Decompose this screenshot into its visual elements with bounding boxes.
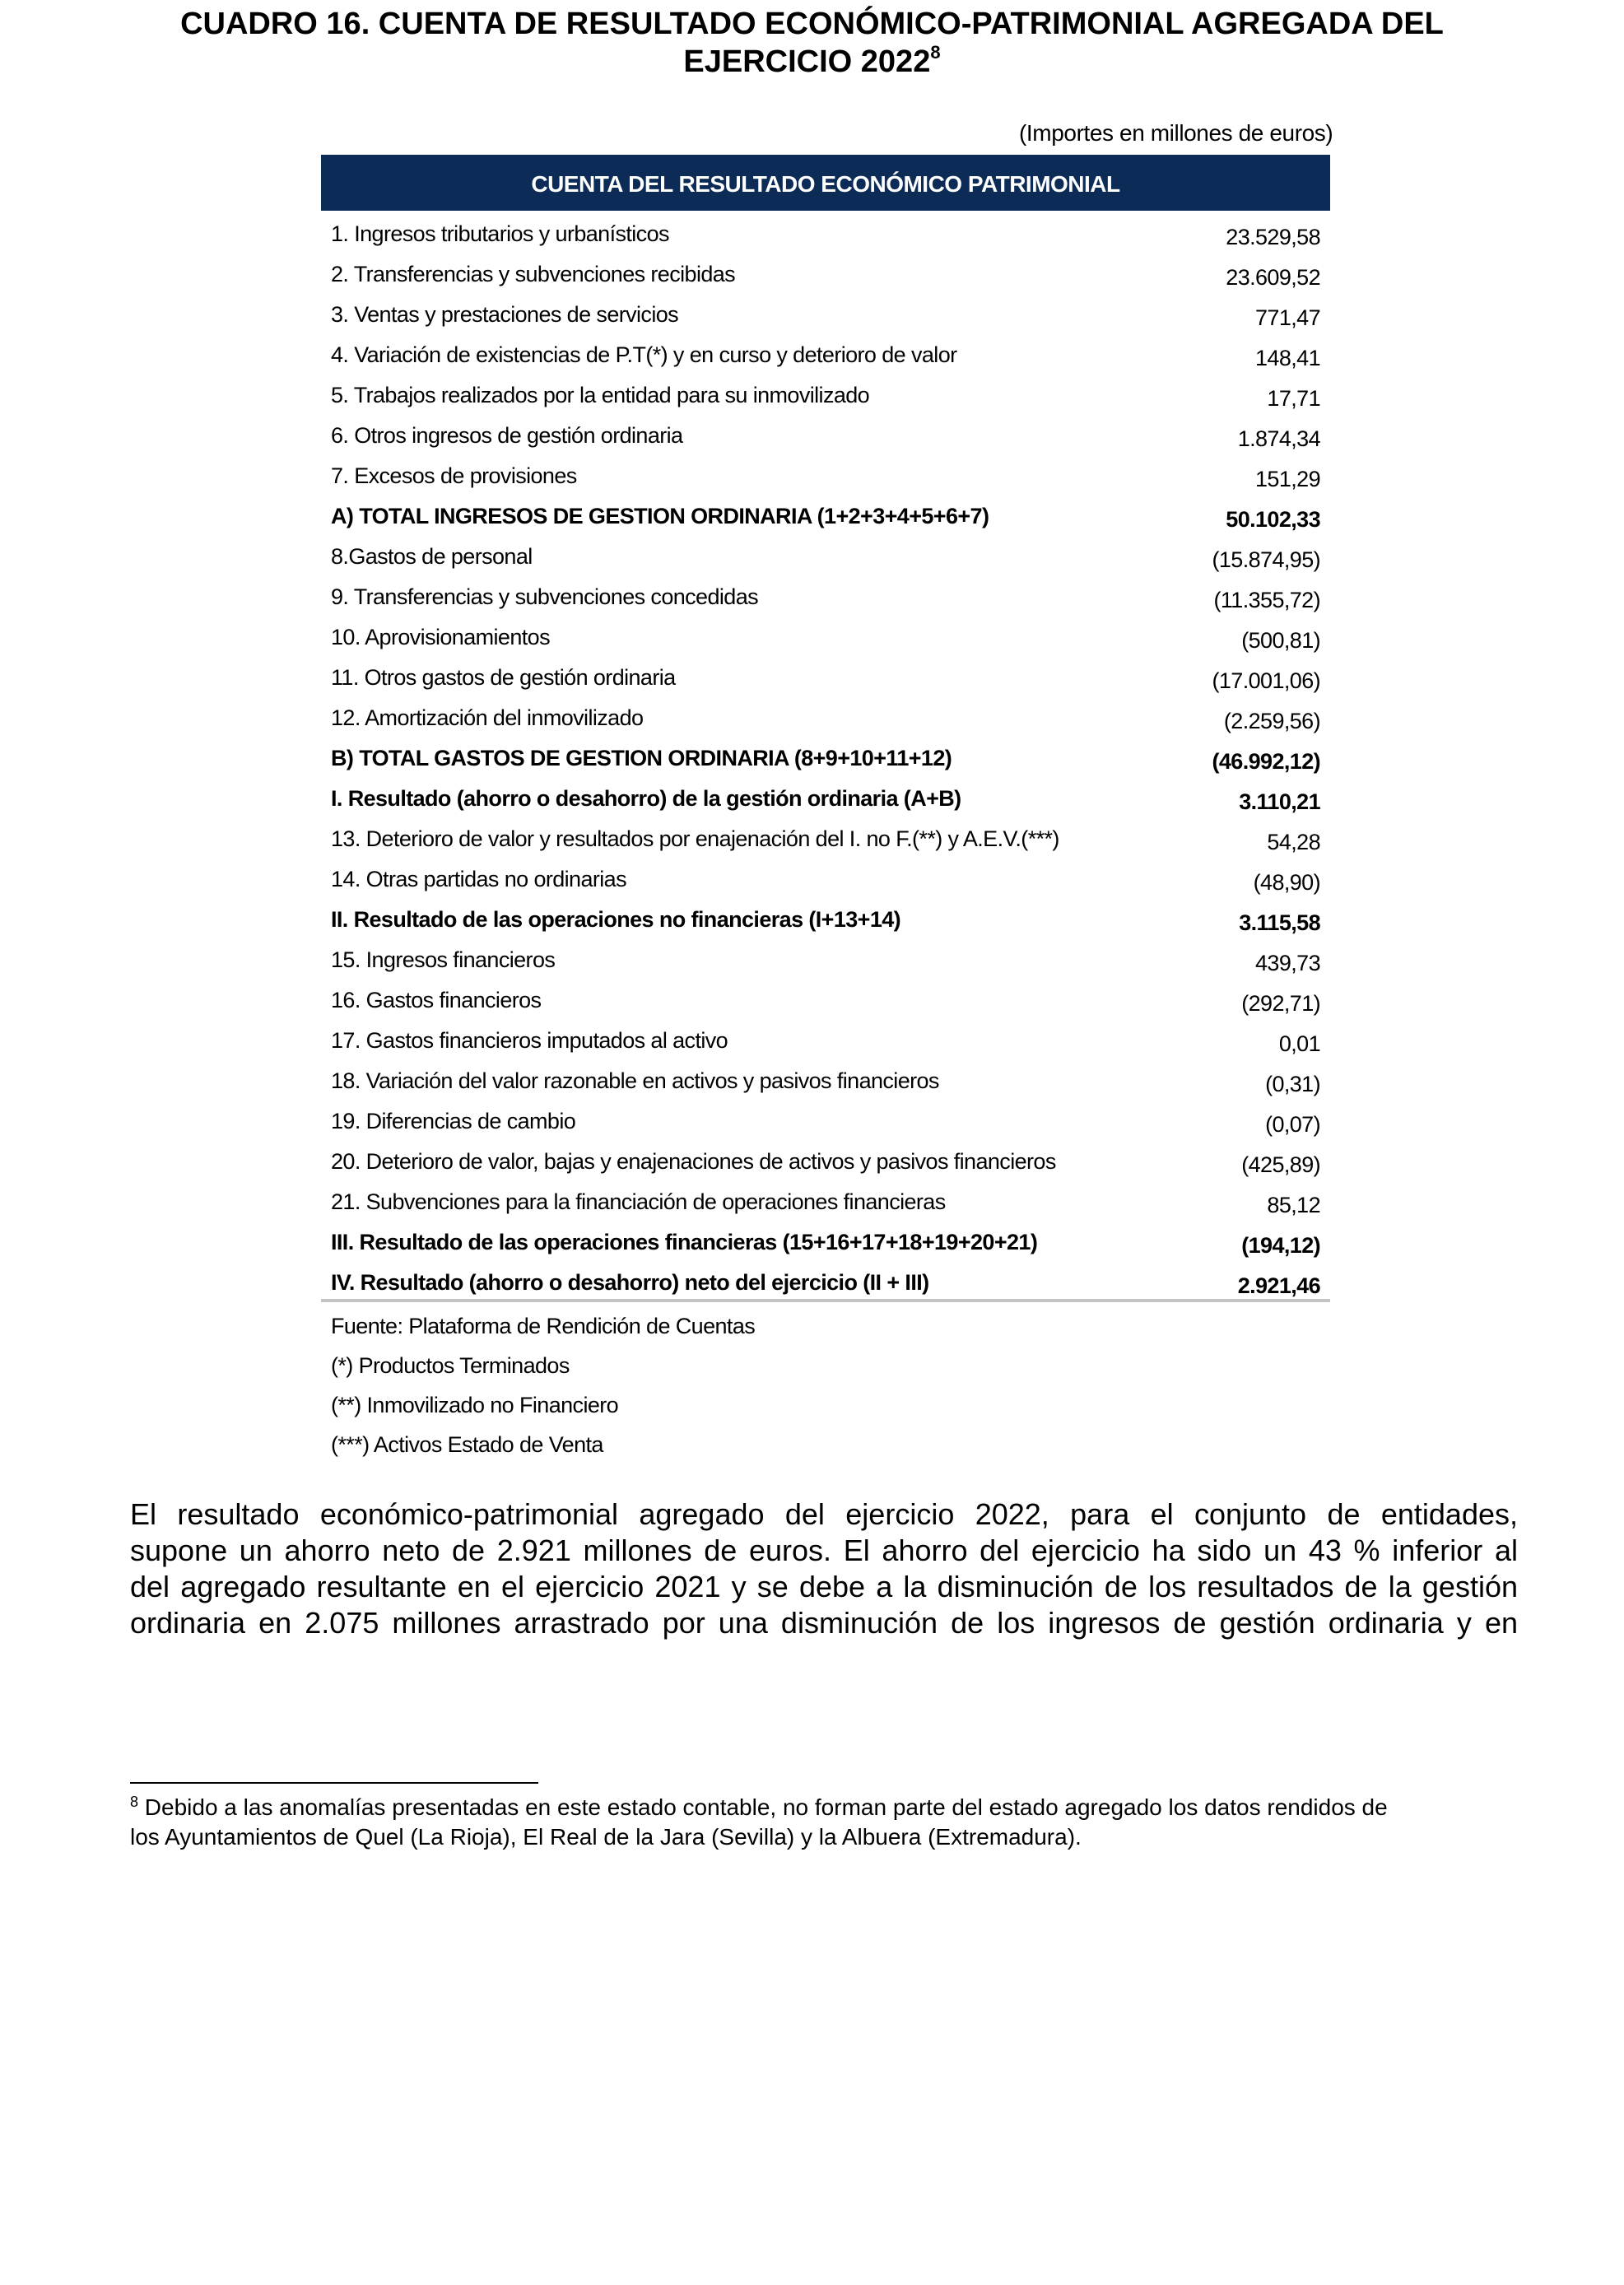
- source-note: Fuente: Plataforma de Rendición de Cuentas: [331, 1314, 756, 1338]
- units-note: (Importes en millones de euros): [1019, 120, 1333, 146]
- abbrev-note-inf: (**) Inmovilizado no Financiero: [331, 1393, 619, 1417]
- row-label: 10. Aprovisionamientos: [331, 625, 550, 649]
- table-total-row: [321, 1222, 1330, 1262]
- table-row: [321, 657, 1330, 697]
- table-row: [321, 1141, 1330, 1181]
- row-value: (500,81): [1241, 628, 1320, 653]
- table-total-row: [321, 496, 1330, 536]
- row-label: A) TOTAL INGRESOS DE GESTION ORDINARIA (1+2+3+4+5+6+7): [331, 504, 989, 528]
- table-row: [321, 375, 1330, 415]
- footnote-marker: 8: [130, 1794, 139, 1810]
- table-header: [321, 155, 1330, 211]
- paragraph-line: El resultado económico-patrimonial agregado del ejercicio 2022, para el conjunto de entidades,: [130, 1497, 1518, 1531]
- row-value: 439,73: [1255, 951, 1320, 975]
- row-value: 3.110,21: [1239, 789, 1320, 814]
- row-value: 3.115,58: [1239, 910, 1320, 935]
- row-value: 2.921,46: [1237, 1273, 1320, 1298]
- table-row: [321, 1020, 1330, 1060]
- table-row: [321, 939, 1330, 980]
- title-line-2: [123, 43, 1501, 81]
- page-title: [123, 5, 1501, 81]
- row-label: 2. Transferencias y subvenciones recibidas: [331, 262, 736, 286]
- table-row: [321, 334, 1330, 375]
- row-value: 17,71: [1267, 386, 1320, 411]
- title-line-2-text: EJERCICIO 2022: [683, 44, 931, 79]
- row-value: (0,07): [1265, 1112, 1320, 1137]
- paragraph-line: del agregado resultante en el ejercicio 2021 y se debe a la disminución de los resultados de la gestión: [130, 1570, 1518, 1603]
- table-row: [321, 1101, 1330, 1141]
- table-row: [321, 818, 1330, 859]
- row-value: 148,41: [1255, 346, 1320, 370]
- footnote-line-2: los Ayuntamientos de Quel (La Rioja), El Real de la Jara (Sevilla) y la Albuera (Extremadura).: [130, 1824, 1082, 1850]
- row-value: 85,12: [1267, 1193, 1320, 1217]
- row-label: 5. Trabajos realizados por la entidad para su inmovilizado: [331, 383, 870, 407]
- table-total-row: [321, 899, 1330, 939]
- table-row: [321, 254, 1330, 294]
- row-label: B) TOTAL GASTOS DE GESTION ORDINARIA (8+9+10+11+12): [331, 746, 952, 770]
- row-label: 1. Ingresos tributarios y urbanísticos: [331, 221, 669, 246]
- row-label: 7. Excesos de provisiones: [331, 463, 577, 488]
- row-label: II. Resultado de las operaciones no financieras (I+13+14): [331, 907, 901, 932]
- row-label: 3. Ventas y prestaciones de servicios: [331, 302, 679, 327]
- row-label: 4. Variación de existencias de P.T(*) y en curso y deterioro de valor: [331, 342, 957, 367]
- title-footnote-ref[interactable]: 8: [930, 42, 941, 63]
- row-label: 8.Gastos de personal: [331, 544, 533, 569]
- table-row: [321, 980, 1330, 1020]
- row-label: 18. Variación del valor razonable en activos y pasivos financieros: [331, 1068, 939, 1093]
- row-value: (17.001,06): [1212, 668, 1320, 693]
- row-label: 9. Transferencias y subvenciones concedidas: [331, 584, 759, 609]
- table-row: [321, 859, 1330, 899]
- row-label: 21. Subvenciones para la financiación de operaciones financieras: [331, 1189, 946, 1214]
- income-statement-table: [321, 213, 1330, 1302]
- title-line-1: CUADRO 16. CUENTA DE RESULTADO ECONÓMICO-PATRIMONIAL AGREGADA DEL: [180, 7, 1444, 41]
- row-value: 151,29: [1255, 467, 1320, 491]
- row-label: 6. Otros ingresos de gestión ordinaria: [331, 423, 683, 448]
- table-bottom-rule: [321, 1299, 1330, 1302]
- table-header-label: CUENTA DEL RESULTADO ECONÓMICO PATRIMONIAL: [531, 171, 1120, 197]
- row-value: 50.102,33: [1226, 507, 1320, 532]
- table-total-row: [321, 1262, 1330, 1302]
- row-value: 0,01: [1278, 1031, 1320, 1056]
- row-value: (194,12): [1241, 1233, 1320, 1258]
- row-value: 23.529,58: [1226, 225, 1320, 249]
- row-value: 23.609,52: [1226, 265, 1320, 290]
- row-label: 20. Deterioro de valor, bajas y enajenaciones de activos y pasivos financieros: [331, 1149, 1056, 1174]
- paragraph-line: ordinaria en 2.075 millones arrastrado por una disminución de los ingresos de gestión ordinaria y en: [130, 1606, 1518, 1640]
- row-label: 11. Otros gastos de gestión ordinaria: [331, 665, 676, 690]
- row-value: 1.874,34: [1237, 426, 1320, 451]
- row-value: (11.355,72): [1213, 588, 1320, 612]
- table-row: [321, 576, 1330, 617]
- footnote-line-1: [130, 1793, 1518, 1822]
- row-label: 15. Ingresos financieros: [331, 947, 556, 972]
- row-label: 14. Otras partidas no ordinarias: [331, 867, 626, 891]
- table-total-row: [321, 778, 1330, 818]
- table-row: [321, 415, 1330, 455]
- row-value: (15.874,95): [1212, 547, 1320, 572]
- footnote-separator: [130, 1782, 538, 1784]
- footnote-text-1: Debido a las anomalías presentadas en este estado contable, no forman parte del estado agregado los datos rendidos de: [138, 1794, 1388, 1820]
- table-row: [321, 455, 1330, 496]
- table-row: [321, 1060, 1330, 1101]
- row-value: (48,90): [1253, 870, 1320, 895]
- row-value: (0,31): [1265, 1072, 1320, 1096]
- row-label: IV. Resultado (ahorro o desahorro) neto del ejercicio (II + III): [331, 1270, 929, 1295]
- row-value: (2.259,56): [1223, 709, 1320, 733]
- table-row: [321, 213, 1330, 254]
- table-row: [321, 536, 1330, 576]
- table-row: [321, 294, 1330, 334]
- row-value: (46.992,12): [1212, 749, 1320, 774]
- abbrev-note-pt: (*) Productos Terminados: [331, 1353, 570, 1378]
- row-value: (425,89): [1241, 1152, 1320, 1177]
- row-label: 16. Gastos financieros: [331, 988, 542, 1012]
- table-row: [321, 697, 1330, 738]
- table-row: [321, 617, 1330, 657]
- table-total-row: [321, 738, 1330, 778]
- row-label: 17. Gastos financieros imputados al activo: [331, 1028, 728, 1053]
- table-row: [321, 1181, 1330, 1222]
- row-label: 13. Deterioro de valor y resultados por enajenación del I. no F.(**) y A.E.V.(***): [331, 826, 1059, 851]
- abbrev-note-aev: (***) Activos Estado de Venta: [331, 1432, 603, 1457]
- row-label: III. Resultado de las operaciones financieras (15+16+17+18+19+20+21): [331, 1230, 1038, 1254]
- paragraph-line: supone un ahorro neto de 2.921 millones de euros. El ahorro del ejercicio ha sido un 43 % inferior al: [130, 1533, 1518, 1567]
- row-label: 19. Diferencias de cambio: [331, 1109, 576, 1133]
- row-value: 771,47: [1255, 305, 1320, 330]
- footnote: [130, 1793, 1518, 1852]
- row-label: I. Resultado (ahorro o desahorro) de la gestión ordinaria (A+B): [331, 786, 961, 811]
- row-value: 54,28: [1267, 830, 1320, 854]
- table-notes: [331, 1309, 755, 1467]
- row-value: (292,71): [1241, 991, 1320, 1016]
- row-label: 12. Amortización del inmovilizado: [331, 705, 644, 730]
- body-paragraph: [130, 1496, 1518, 1641]
